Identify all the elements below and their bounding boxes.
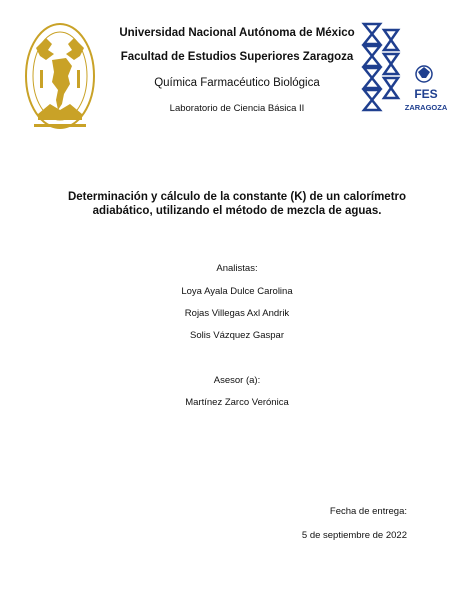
advisor-name: Martínez Zarco Verónica [185, 397, 289, 408]
analysts-label: Analistas: [216, 263, 258, 274]
analyst-name: Loya Ayala Dulce Carolina [181, 286, 293, 297]
document-title: Determinación y cálculo de la constante (K) de un calorímetro adiabático, utilizando el método de mezcla de aguas. [67, 191, 407, 217]
delivery-date: 5 de septiembre de 2022 [301, 530, 407, 541]
fes-logo-text-top: FES [414, 87, 438, 101]
laboratory-name: Laboratorio de Ciencia Básica II [169, 103, 305, 114]
career-name: Química Farmacéutico Biológica [154, 77, 320, 89]
advisor-label: Asesor (a): [213, 375, 261, 386]
analyst-name: Rojas Villegas Axl Andrik [184, 308, 290, 319]
fes-logo-text-bottom: ZARAGOZA [404, 103, 448, 112]
faculty-name: Facultad de Estudios Superiores Zaragoza [120, 51, 354, 63]
university-name: Universidad Nacional Autónoma de México [119, 27, 355, 39]
delivery-date-label: Fecha de entrega: [329, 506, 407, 517]
analyst-name: Solis Vázquez Gaspar [190, 330, 284, 341]
